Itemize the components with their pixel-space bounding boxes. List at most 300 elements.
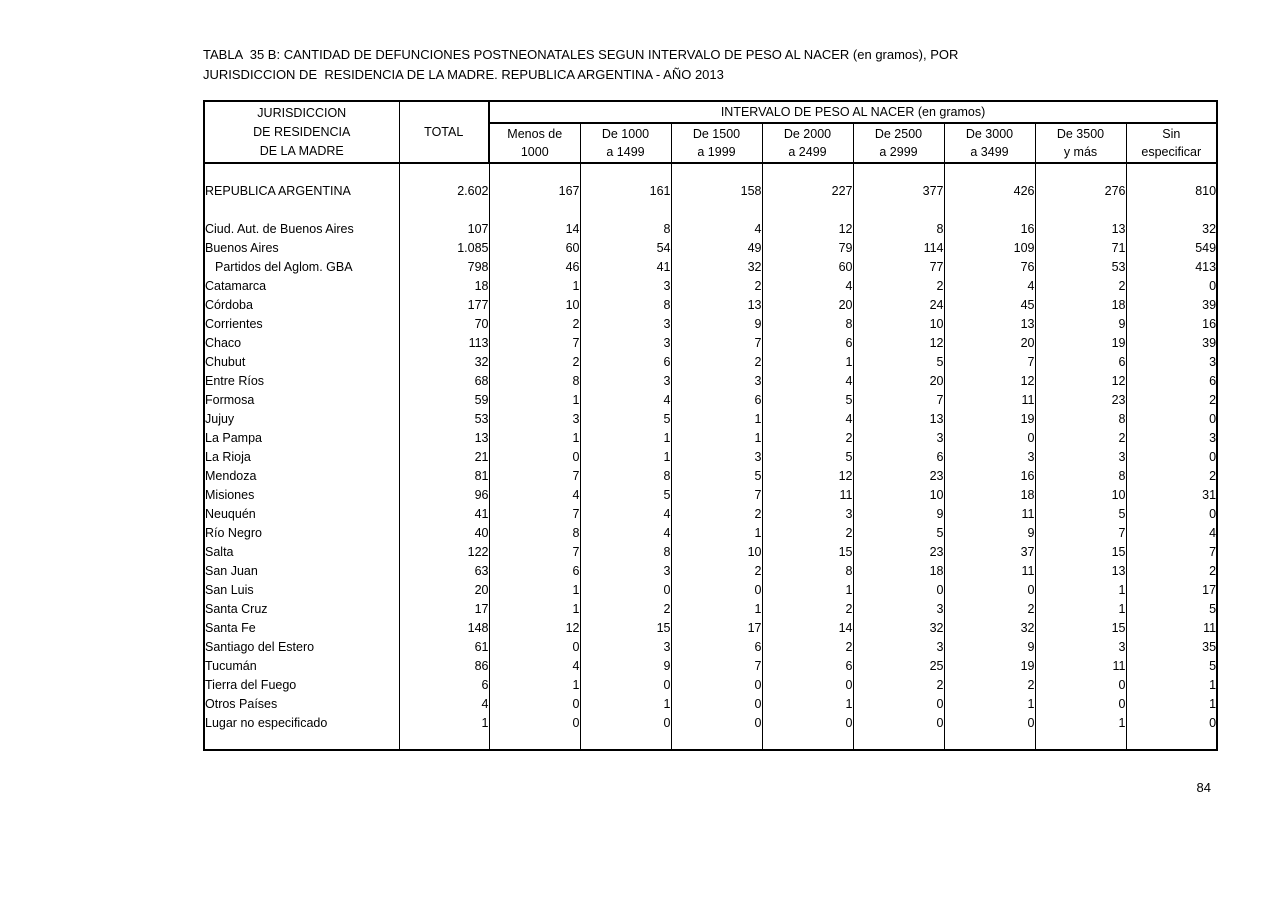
cell-value: 7 [671,656,762,675]
row-label: Chaco [205,335,242,350]
cell-value: 10 [853,485,944,504]
spacer-cell [489,163,580,181]
table-row [204,504,1217,523]
header-row-top [204,101,1217,123]
cell-value: 20 [944,333,1035,352]
spacer-cell [671,732,762,750]
cell-value: 8 [762,561,853,580]
cell-value: 4 [762,409,853,428]
header-weight-line-2: a 1499 [606,145,645,159]
cell-value: 49 [671,238,762,257]
header-weight-col-4 [853,123,944,163]
cell-value: 3 [580,371,671,390]
cell-value: 19 [1035,333,1126,352]
row-label: Salta [205,544,234,559]
row-label: Santa Fe [205,620,256,635]
page-number: 84 [1196,780,1211,795]
cell-value: 810 [1126,181,1217,201]
spacer-cell [944,163,1035,181]
header-jurisdiccion-line-1: JURISDICCION [257,105,347,120]
cell-value: 0 [1035,694,1126,713]
cell-value: 12 [489,618,580,637]
cell-value: 8 [1035,466,1126,485]
cell-value: 81 [399,466,489,485]
cell-value: 20 [853,371,944,390]
cell-value: 16 [1126,314,1217,333]
cell-value: 8 [853,219,944,238]
table-row [204,295,1217,314]
row-label: Lugar no especificado [205,715,328,730]
cell-value: 9 [853,504,944,523]
cell-value: 4 [580,523,671,542]
cell-value: 21 [399,447,489,466]
spacer-cell [1126,732,1217,750]
cell-value: 8 [580,466,671,485]
header-weight-line-1: Menos de [507,127,563,141]
cell-value: 23 [1035,390,1126,409]
header-weight-line-1: De 3000 [965,127,1014,141]
header-weight-col-6 [1035,123,1126,163]
table-row [204,580,1217,599]
table-row [204,675,1217,694]
table-row [204,238,1217,257]
cell-value: 4 [580,504,671,523]
header-weight-col-1 [580,123,671,163]
table-row [204,561,1217,580]
cell-value: 3 [489,409,580,428]
header-weight-line-1: De 1000 [601,127,650,141]
spacer-cell [671,163,762,181]
cell-value: 0 [762,713,853,732]
cell-value: 1 [580,428,671,447]
cell-value: 1 [762,352,853,371]
row-label: REPUBLICA ARGENTINA [205,184,351,198]
cell-value: 3 [580,276,671,295]
cell-value: 5 [1035,504,1126,523]
cell-value: 4 [399,694,489,713]
cell-value: 0 [944,580,1035,599]
cell-value: 107 [399,219,489,238]
spacer-cell [944,732,1035,750]
cell-value: 2 [762,637,853,656]
cell-value: 6 [1126,371,1217,390]
cell-value: 4 [762,276,853,295]
cell-value: 10 [671,542,762,561]
row-label: Formosa [205,392,255,407]
cell-value: 13 [671,295,762,314]
cell-value: 122 [399,542,489,561]
row-label: Córdoba [205,297,253,312]
cell-value: 39 [1126,333,1217,352]
row-label: Catamarca [205,278,267,293]
cell-value: 0 [1035,675,1126,694]
cell-value: 20 [399,580,489,599]
header-weight-line-2: a 3499 [970,145,1009,159]
cell-value: 15 [762,542,853,561]
row-label: Entre Ríos [205,373,265,388]
header-weight-line-2: a 2499 [788,145,827,159]
cell-value: 1 [762,694,853,713]
table-body [204,163,1217,750]
cell-value: 8 [489,371,580,390]
table-row [204,181,1217,201]
header-weight-col-2 [671,123,762,163]
spacer-cell [399,201,489,219]
cell-value: 227 [762,181,853,201]
row-label: Ciud. Aut. de Buenos Aires [205,221,354,236]
cell-value: 15 [1035,618,1126,637]
cell-value: 167 [489,181,580,201]
cell-value: 46 [489,257,580,276]
cell-value: 0 [489,694,580,713]
cell-value: 114 [853,238,944,257]
cell-value: 1.085 [399,238,489,257]
cell-value: 7 [489,504,580,523]
cell-value: 2 [1035,428,1126,447]
cell-value: 1 [580,447,671,466]
cell-value: 9 [944,523,1035,542]
cell-value: 63 [399,561,489,580]
cell-value: 4 [762,371,853,390]
cell-value: 1 [671,409,762,428]
header-weight-col-3 [762,123,853,163]
cell-value: 798 [399,257,489,276]
table-row [204,276,1217,295]
cell-value: 41 [399,504,489,523]
cell-value: 60 [762,257,853,276]
cell-value: 23 [853,542,944,561]
cell-value: 5 [1126,599,1217,618]
table-row [204,428,1217,447]
cell-value: 0 [853,713,944,732]
table-row [204,694,1217,713]
cell-value: 2 [580,599,671,618]
cell-value: 7 [489,466,580,485]
cell-value: 3 [580,333,671,352]
cell-value: 2 [762,599,853,618]
cell-value: 0 [580,675,671,694]
spacer-row [204,201,1217,219]
cell-value: 2 [1126,390,1217,409]
cell-value: 19 [944,409,1035,428]
cell-value: 4 [671,219,762,238]
cell-value: 5 [853,523,944,542]
cell-value: 6 [762,656,853,675]
cell-value: 37 [944,542,1035,561]
spacer-cell [944,201,1035,219]
cell-value: 86 [399,656,489,675]
cell-value: 2 [1035,276,1126,295]
cell-value: 6 [853,447,944,466]
row-label: Misiones [205,487,255,502]
row-label: Partidos del Aglom. GBA [215,259,353,274]
cell-value: 16 [944,466,1035,485]
cell-value: 6 [671,637,762,656]
cell-value: 18 [1035,295,1126,314]
cell-value: 59 [399,390,489,409]
cell-value: 2 [762,428,853,447]
header-total: TOTAL [399,101,489,163]
cell-value: 0 [853,694,944,713]
cell-value: 0 [489,447,580,466]
cell-value: 15 [580,618,671,637]
cell-value: 77 [853,257,944,276]
cell-value: 39 [1126,295,1217,314]
cell-value: 32 [853,618,944,637]
cell-value: 8 [489,523,580,542]
cell-value: 6 [762,333,853,352]
cell-value: 2 [762,523,853,542]
cell-value: 12 [1035,371,1126,390]
spacer-cell [580,163,671,181]
cell-value: 20 [762,295,853,314]
cell-value: 8 [580,295,671,314]
cell-value: 7 [944,352,1035,371]
row-label: Buenos Aires [205,240,279,255]
table-row [204,637,1217,656]
cell-value: 7 [489,333,580,352]
table-row [204,713,1217,732]
table-row [204,390,1217,409]
cell-value: 9 [580,656,671,675]
cell-value: 12 [762,466,853,485]
spacer-cell [671,201,762,219]
header-weight-line-2: 1000 [520,145,549,159]
cell-value: 0 [762,675,853,694]
cell-value: 2 [1126,466,1217,485]
cell-value: 0 [671,694,762,713]
cell-value: 113 [399,333,489,352]
cell-value: 32 [1126,219,1217,238]
spacer-cell [204,163,399,181]
cell-value: 11 [944,390,1035,409]
cell-value: 7 [671,333,762,352]
cell-value: 40 [399,523,489,542]
cell-value: 31 [1126,485,1217,504]
header-weight-line-1: De 2000 [783,127,832,141]
cell-value: 413 [1126,257,1217,276]
header-jurisdiccion-line-2: DE RESIDENCIA [253,124,351,139]
cell-value: 13 [399,428,489,447]
cell-value: 158 [671,181,762,201]
cell-value: 1 [762,580,853,599]
cell-value: 5 [762,390,853,409]
cell-value: 0 [1126,713,1217,732]
cell-value: 3 [1035,637,1126,656]
cell-value: 109 [944,238,1035,257]
cell-value: 11 [762,485,853,504]
cell-value: 4 [580,390,671,409]
cell-value: 3 [580,314,671,333]
cell-value: 32 [944,618,1035,637]
cell-value: 0 [489,713,580,732]
cell-value: 6 [671,390,762,409]
header-weight-col-7 [1126,123,1217,163]
cell-value: 2 [853,675,944,694]
cell-value: 17 [1126,580,1217,599]
cell-value: 71 [1035,238,1126,257]
cell-value: 0 [1126,504,1217,523]
cell-value: 1 [671,428,762,447]
header-weight-line-2: a 1999 [697,145,736,159]
cell-value: 12 [762,219,853,238]
cell-value: 1 [489,428,580,447]
cell-value: 23 [853,466,944,485]
table-row [204,542,1217,561]
cell-value: 5 [762,447,853,466]
table-row [204,371,1217,390]
cell-value: 148 [399,618,489,637]
cell-value: 5 [580,485,671,504]
row-label: La Pampa [205,430,262,445]
cell-value: 1 [580,694,671,713]
row-label: Chubut [205,354,246,369]
cell-value: 3 [580,637,671,656]
cell-value: 10 [489,295,580,314]
cell-value: 8 [762,314,853,333]
header-weight-line-1: De 1500 [692,127,741,141]
cell-value: 1 [671,599,762,618]
cell-value: 0 [944,428,1035,447]
table-row [204,219,1217,238]
cell-value: 32 [671,257,762,276]
spacer-row [204,163,1217,181]
table-row [204,352,1217,371]
cell-value: 2 [489,314,580,333]
table-row [204,618,1217,637]
cell-value: 0 [671,675,762,694]
header-weight-line-2: especificar [1141,145,1202,159]
spacer-row [204,732,1217,750]
spacer-cell [489,201,580,219]
cell-value: 276 [1035,181,1126,201]
cell-value: 5 [671,466,762,485]
cell-value: 2 [944,599,1035,618]
cell-value: 6 [489,561,580,580]
cell-value: 3 [1126,428,1217,447]
cell-value: 11 [1126,618,1217,637]
cell-value: 54 [580,238,671,257]
cell-value: 53 [399,409,489,428]
cell-value: 3 [1035,447,1126,466]
cell-value: 2 [944,675,1035,694]
header-weight-line-1: De 3500 [1056,127,1105,141]
header-intervalo-span: INTERVALO DE PESO AL NACER (en gramos) [489,101,1217,123]
table-row [204,447,1217,466]
cell-value: 25 [853,656,944,675]
table-row [204,599,1217,618]
cell-value: 3 [1126,352,1217,371]
cell-value: 18 [944,485,1035,504]
cell-value: 6 [1035,352,1126,371]
cell-value: 1 [1126,694,1217,713]
cell-value: 1 [489,390,580,409]
spacer-cell [1035,732,1126,750]
cell-value: 3 [580,561,671,580]
row-label: Santiago del Estero [205,639,315,654]
cell-value: 3 [671,447,762,466]
table-row [204,485,1217,504]
row-label: Tucumán [205,658,257,673]
cell-value: 2 [489,352,580,371]
cell-value: 15 [1035,542,1126,561]
table-row [204,466,1217,485]
spacer-cell [1035,201,1126,219]
cell-value: 10 [853,314,944,333]
row-label: Tierra del Fuego [205,677,297,692]
cell-value: 2 [671,561,762,580]
cell-value: 14 [762,618,853,637]
row-label: Corrientes [205,316,263,331]
cell-value: 549 [1126,238,1217,257]
cell-value: 7 [1126,542,1217,561]
table-title [203,45,1216,85]
cell-value: 32 [399,352,489,371]
table-row [204,409,1217,428]
cell-value: 1 [489,580,580,599]
cell-value: 0 [489,637,580,656]
cell-value: 13 [853,409,944,428]
cell-value: 8 [580,219,671,238]
cell-value: 11 [944,561,1035,580]
cell-value: 1 [1035,580,1126,599]
cell-value: 3 [944,447,1035,466]
cell-value: 76 [944,257,1035,276]
cell-value: 16 [944,219,1035,238]
title-line-1: TABLA 35 B: CANTIDAD DE DEFUNCIONES POSTNEONATALES SEGUN INTERVALO DE PESO AL NACER (en gramos), POR [203,47,959,62]
cell-value: 9 [944,637,1035,656]
cell-value: 9 [671,314,762,333]
spacer-cell [204,201,399,219]
cell-value: 5 [853,352,944,371]
cell-value: 6 [399,675,489,694]
cell-value: 2 [853,276,944,295]
cell-value: 377 [853,181,944,201]
cell-value: 7 [671,485,762,504]
cell-value: 70 [399,314,489,333]
cell-value: 96 [399,485,489,504]
cell-value: 2.602 [399,181,489,201]
header-weight-col-5 [944,123,1035,163]
cell-value: 11 [1035,656,1126,675]
data-table [203,100,1218,751]
table-row [204,523,1217,542]
cell-value: 5 [1126,656,1217,675]
cell-value: 7 [1035,523,1126,542]
cell-value: 53 [1035,257,1126,276]
cell-value: 8 [580,542,671,561]
header-jurisdiccion [204,101,399,163]
table-row [204,333,1217,352]
cell-value: 1 [489,599,580,618]
cell-value: 10 [1035,485,1126,504]
spacer-cell [399,163,489,181]
header-weight-line-1: Sin [1162,127,1181,141]
cell-value: 3 [853,599,944,618]
row-label: San Juan [205,563,258,578]
cell-value: 13 [1035,561,1126,580]
cell-value: 0 [580,713,671,732]
row-label: Río Negro [205,525,262,540]
row-label: San Luis [205,582,254,597]
spacer-cell [399,732,489,750]
spacer-cell [204,732,399,750]
cell-value: 61 [399,637,489,656]
row-label: La Rioja [205,449,251,464]
cell-value: 1 [671,523,762,542]
spacer-cell [1126,201,1217,219]
spacer-cell [762,163,853,181]
